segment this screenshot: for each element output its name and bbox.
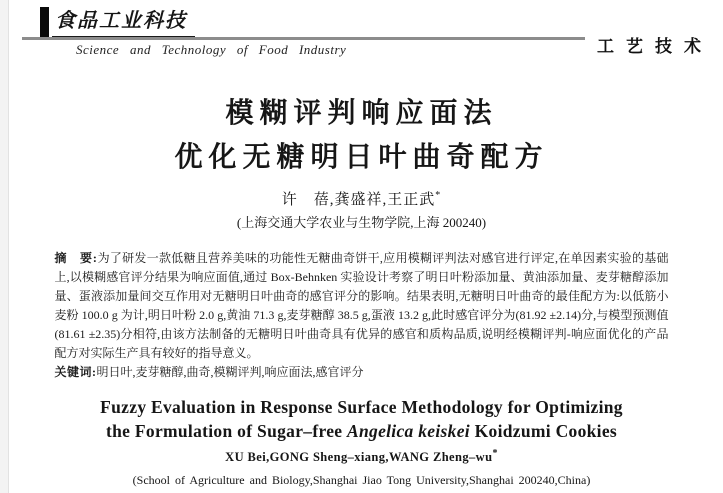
masthead-black-bar <box>40 7 49 38</box>
title-en-line1: Fuzzy Evaluation in Response Surface Methodology for Optimizing <box>100 397 623 417</box>
abstract-block <box>55 249 669 382</box>
abstract-label: 摘 要: <box>54 251 98 265</box>
journal-logo-cn: 食品工业科技 <box>52 7 195 38</box>
abstract-text: 为了研发一款低糖且营养美味的功能性无糖曲奇饼干,应用模糊评判法对感官进行评定,在单因素实验的基础上,以模糊感官评分结果为响应面值,通过 Box-Behnken 实验设计考察了明日叶粉添加量、黄油添加量、麦芽糖醇添加量、蛋液添加量间交互作用对无糖明日叶曲奇的感官评分的影响。结果表明,无糖明日叶曲奇的最佳配方为:以低筋小麦粉 100.0 g 为计,明日叶粉 2.0 g,黄油 71.3 g,麦芽糖醇 38.5 g,蛋液 13.2 g,此时感官评分为(81.92 ±2.14)分,与模型预测值(81.61 ±2.35)分相符,由该方法制备的无糖明日叶曲奇具有优异的感官和质构品质,说明经模糊评判-响应面优化的产品配方对实际生产具有较好的指导意义。 <box>54 251 669 360</box>
authors-en-names: XU Bei,GONG Sheng–xiang,WANG Zheng–wu <box>225 450 493 464</box>
affiliation-en: (School of Agriculture and Biology,Shanghai Jiao Tong University,Shanghai 200240,China) <box>132 473 591 487</box>
article-title-en <box>0 395 723 443</box>
title-en-line2-post: Koidzumi Cookies <box>469 421 617 441</box>
title-en-line2 <box>0 419 723 443</box>
abstract-paragraph <box>55 249 669 363</box>
affiliation-cn: (上海交通大学农业与生物学院,上海 200240) <box>236 215 487 230</box>
title-en-line2-pre: the Formulation of Sugar–free <box>106 421 348 441</box>
keywords-label: 关键词: <box>54 365 97 379</box>
journal-masthead <box>40 7 195 38</box>
header-rule <box>22 37 585 40</box>
corresponding-author-marker-en: * <box>492 447 498 459</box>
journal-name-en: Science and Technology of Food Industry <box>76 42 347 57</box>
title-cn-line2: 优化无糖明日叶曲奇配方 <box>174 142 549 173</box>
column-label: 工艺技术 <box>597 37 713 57</box>
authors-cn-names: 许 蓓,龚盛祥,王正武 <box>281 192 436 208</box>
journal-header <box>0 0 723 72</box>
authors-en <box>0 449 723 466</box>
keywords-text: 明日叶,麦芽糖醇,曲奇,模糊评判,响应面法,感官评分 <box>96 365 364 379</box>
keywords-line <box>55 363 669 382</box>
scan-edge <box>0 0 9 493</box>
authors-cn <box>0 190 723 211</box>
title-cn-line1: 模糊评判响应面法 <box>225 98 498 129</box>
corresponding-author-marker-cn: * <box>435 190 442 201</box>
article-title-cn <box>0 92 723 180</box>
species-name-italic: Angelica keiskei <box>347 421 470 441</box>
